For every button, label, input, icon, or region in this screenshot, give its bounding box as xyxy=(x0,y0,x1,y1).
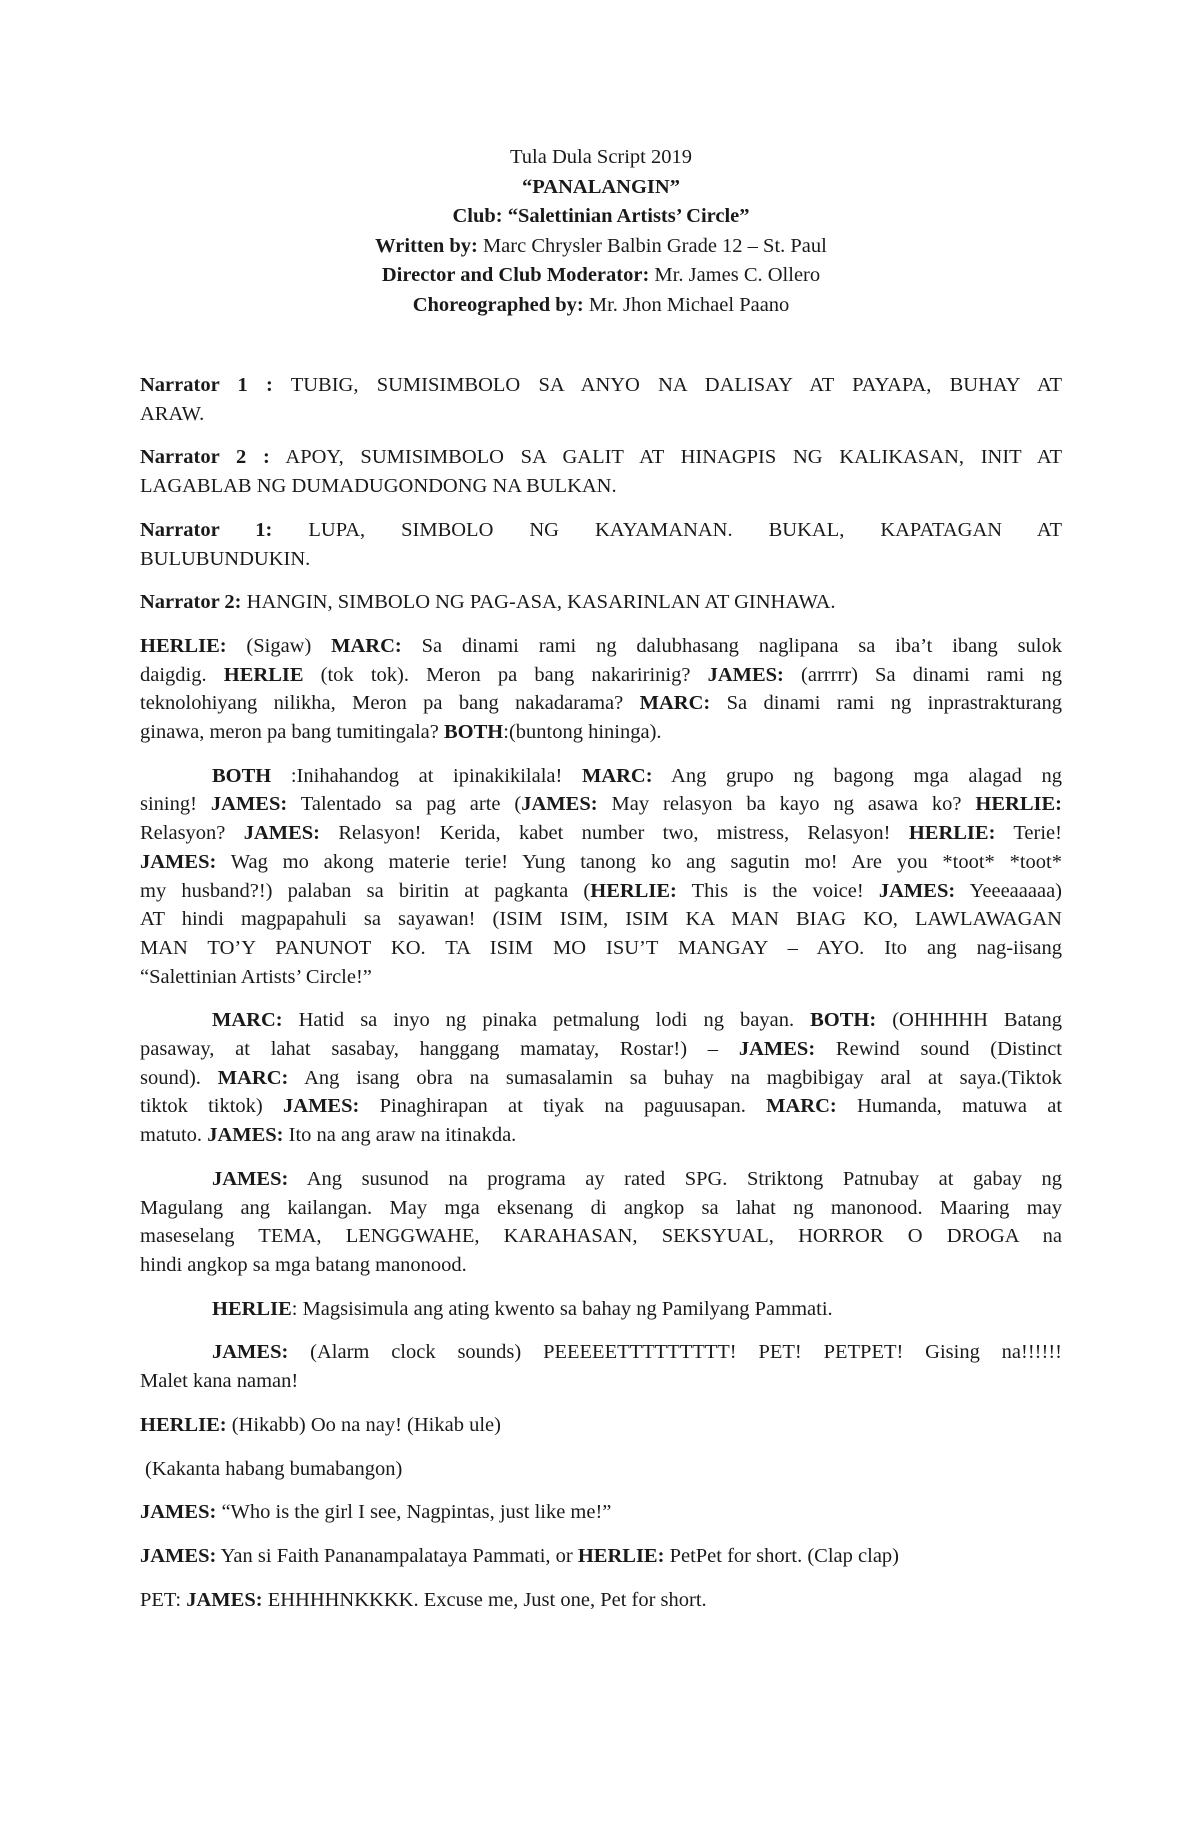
paragraph-kakanta: (Kakanta habang bumabangon) xyxy=(145,1457,403,1480)
club-line: Club: “Salettinian Artists’ Circle” xyxy=(452,205,750,227)
paragraph-intro-dialogue: HERLIE: (Sigaw) MARC: Sa dinami rami ng dalubhasang naglipana sa iba’t ibang sulok daigdig. HERLIE (tok tok). Meron pa bang nakaririnig? JAMES: (arrrrr) Sa dinami rami ng teknolohiyang nilikha, Meron pa bang nakadarama? MARC: Sa dinami rami ng inprastrakturang ginawa, meron pa bang tumitingala? BOTH:(buntong hininga). xyxy=(140,634,1063,744)
paragraph-marc-hatid: MARC: Hatid sa inyo ng pinaka petmalung lodi ng bayan. BOTH: (OHHHHH Batang pasaway, at lahat sasabay, hanggang mamatay, Rostar!) – JAMES: Rewind sound (Distinct sound). MARC: Ang isang obra na sumasalamin sa buhay na magbibigay aral at saya.(Tiktok tiktok tiktok) JAMES: Pinaghirapan at tiyak na paguusapan. MARC: Humanda, matuwa at matuto. JAMES: Ito na ang araw na itinakda. xyxy=(140,1009,1063,1147)
paragraph-narrator-2-hangin: Narrator 2: HANGIN, SIMBOLO NG PAG-ASA, KASARINLAN AT GINHAWA. xyxy=(140,591,836,614)
script-title: “PANALANGIN” xyxy=(522,175,680,198)
paragraph-narrator-2-apoy: Narrator 2 : APOY, SUMISIMBOLO SA GALIT AT HINAGPIS NG KALIKASAN, INIT AT LAGABLAB NG DUMADUGONDONG NA BULKAN. xyxy=(140,446,1062,498)
header-year-line: Tula Dula Script 2019 xyxy=(509,146,693,168)
paragraph-group-introduction: BOTH :Inihahandog at ipinakikilala! MARC: Ang grupo ng bagong mga alagad ng sining! JAMES: Talentado sa pag arte (JAMES: May relasyon ba kayo ng asawa ko? HERLIE: Relasyon? JAMES: Relasyon! Kerida, kabet number two, mistress, Relasyon! HERLIE: Terie! JAMES: Wag mo akong materie terie! Yung tanong ko ang sagutin mo! Are you *toot* *toot* my husband?!) palaban sa biritin at pagkanta (HERLIE: This is the voice! JAMES: Yeeeaaaaa) AT hindi magpapahuli sa sayawan! (ISIM ISIM, ISIM KA MAN BIAG KO, LAWLAWAGAN MAN TO’Y PANUNOT KO. TA ISIM MO ISU’T MANGAY – AYO. Ito ang nag-iisang “Salettinian Artists’ Circle!” xyxy=(140,764,1063,988)
choreographer-line: Choreographed by: Mr. Jhon Michael Paano xyxy=(412,293,790,316)
paragraph-narrator-1-tubig: Narrator 1 : TUBIG, SUMISIMBOLO SA ANYO NA DALISAY AT PAYAPA, BUHAY AT ARAW. xyxy=(140,374,1062,425)
paragraph-james-song: JAMES: “Who is the girl I see, Nagpintas, just like me!” xyxy=(140,1501,612,1524)
paragraph-alarm-clock: JAMES: (Alarm clock sounds) PEEEEETTTTTTTTT! PET! PETPET! Gising na!!!!!! Malet kana naman! xyxy=(140,1341,1062,1393)
paragraph-james-faith: JAMES: Yan si Faith Pananampalataya Pammati, or HERLIE: PetPet for short. (Clap clap) xyxy=(140,1544,899,1567)
script-header xyxy=(140,143,1062,320)
writer-line: Written by: Marc Chrysler Balbin Grade 12 – St. Paul xyxy=(375,234,827,257)
paragraph-spg-warning: JAMES: Ang susunod na programa ay rated SPG. Striktong Patnubay at gabay ng Magulang ang kailangan. May mga eksenang di angkop sa lahat ng manonood. Maaring may maseselang TEMA, LENGGWAHE, KARAHASAN, SEKSYUAL, HORROR O DROGA na hindi angkop sa mga batang manonood. xyxy=(140,1167,1062,1276)
paragraph-herlie-kwento: HERLIE: Magsisimula ang ating kwento sa bahay ng Pamilyang Pammati. xyxy=(212,1297,833,1320)
paragraph-narrator-1-lupa: Narrator 1: LUPA, SIMBOLO NG KAYAMANAN. BUKAL, KAPATAGAN AT BULUBUNDUKIN. xyxy=(140,518,1062,570)
paragraph-pet-excuse: PET: JAMES: EHHHHNKKKK. Excuse me, Just one, Pet for short. xyxy=(140,1588,707,1611)
director-line: Director and Club Moderator: Mr. James C. Ollero xyxy=(381,264,821,286)
paragraph-herlie-hikab: HERLIE: (Hikabb) Oo na nay! (Hikab ule) xyxy=(140,1413,501,1436)
